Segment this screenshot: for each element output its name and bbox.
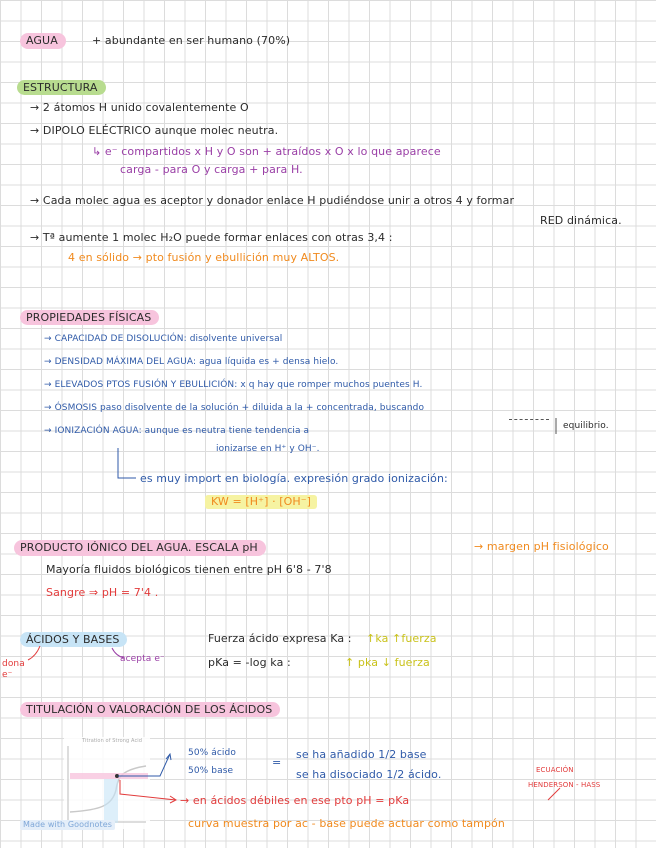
graph-title: Titration of Strong Acid (82, 738, 143, 744)
propiedad-importancia: es muy import en biología. expresión grado ionización: (140, 472, 448, 485)
curva-tampon: curva muestra por ac - base puede actuar como tampón (188, 817, 505, 830)
base-anadida: se ha añadido 1/2 base (296, 748, 427, 761)
estructura-line-4b: RED dinámica. (540, 214, 622, 227)
propiedad-densidad: → DENSIDAD MÁXIMA DEL AGUA: agua líquida es + densa hielo. (44, 357, 339, 367)
estructura-line-6: 4 en sólido → pto fusión y ebullición muy ALTOS. (68, 251, 340, 264)
propiedades-heading: PROPIEDADES FÍSICAS (20, 310, 159, 325)
acepta-label: acepta e⁻ (120, 654, 165, 664)
henderson-hass-label: HENDERSON - HASS (528, 781, 601, 789)
mitad-base: 50% base (188, 766, 234, 776)
agua-heading: AGUA (20, 33, 66, 49)
propiedad-ionizacion-2: ionizarse en H⁺ y OH⁻. (216, 444, 320, 454)
propiedad-fusion: → ELEVADOS PTOS FUSIÓN Y EBULLICIÓN: x q hay que romper muchos puentes H. (44, 380, 423, 390)
ecuacion-label: ECUACIÓN (536, 766, 574, 774)
acido-disociado: se ha disociado 1/2 ácido. (296, 768, 442, 781)
estructura-heading: ESTRUCTURA (17, 80, 106, 95)
estructura-line-5: → Tª aumente 1 molec H₂O puede formar enlaces con otras 3,4 : (30, 231, 393, 244)
acidos-heading: ÁCIDOS Y BASES (20, 632, 127, 647)
propiedad-equilibrio: equilibrio. (563, 421, 609, 431)
estructura-line-3b: carga - para O y carga + para H. (120, 163, 303, 176)
sangre-ph: Sangre ⇒ pH = 7'4 . (46, 586, 159, 599)
estructura-line-1: → 2 átomos H unido covalentemente O (30, 101, 249, 114)
margen-ph: → margen pH fisiológico (474, 540, 609, 553)
igual-signo: = (272, 756, 282, 769)
goodnotes-watermark: Made with Goodnotes (20, 820, 115, 830)
propiedad-ionizacion: → IONIZACIÓN AGUA: aunque es neutra tiene tendencia a (44, 426, 310, 436)
propiedad-disolucion: → CAPACIDAD DE DISOLUCIÓN: disolvente universal (44, 334, 283, 344)
dona-label: dona e⁻ (2, 659, 25, 680)
producto-line-1: Mayoría fluidos biológicos tienen entre pH 6'8 - 7'8 (46, 563, 332, 576)
estructura-line-3a: ↳ e⁻ compartidos x H y O son + atraídos x O x lo que aparece (92, 145, 441, 158)
estructura-line-4a: → Cada molec agua es aceptor y donador enlace H pudiéndose unir a otros 4 y formar (30, 194, 515, 207)
agua-text: + abundante en ser humano (70%) (92, 34, 291, 47)
fuerza-ka-relation: ↑ka ↑fuerza (366, 632, 437, 645)
propiedad-osmosis: → ÓSMOSIS paso disolvente de la solución + diluida a la + concentrada, buscando (44, 403, 425, 413)
pka-relation: ↑ pka ↓ fuerza (345, 656, 430, 669)
estructura-line-2: → DIPOLO ELÉCTRICO aunque molec neutra. (30, 124, 279, 137)
kw-formula: KW = [H⁺] · [OH⁻] (205, 495, 317, 509)
pka-text: pKa = -log ka : (208, 656, 291, 669)
acidos-debiles-pka: → en ácidos débiles en ese pto pH = pKa (180, 794, 410, 807)
titulacion-heading: TITULACIÓN O VALORACIÓN DE LOS ÁCIDOS (20, 702, 280, 717)
producto-heading: PRODUCTO IÓNICO DEL AGUA. ESCALA pH (14, 540, 266, 556)
mitad-acido: 50% ácido (188, 748, 236, 758)
fuerza-ka-text: Fuerza ácido expresa Ka : (208, 632, 352, 645)
